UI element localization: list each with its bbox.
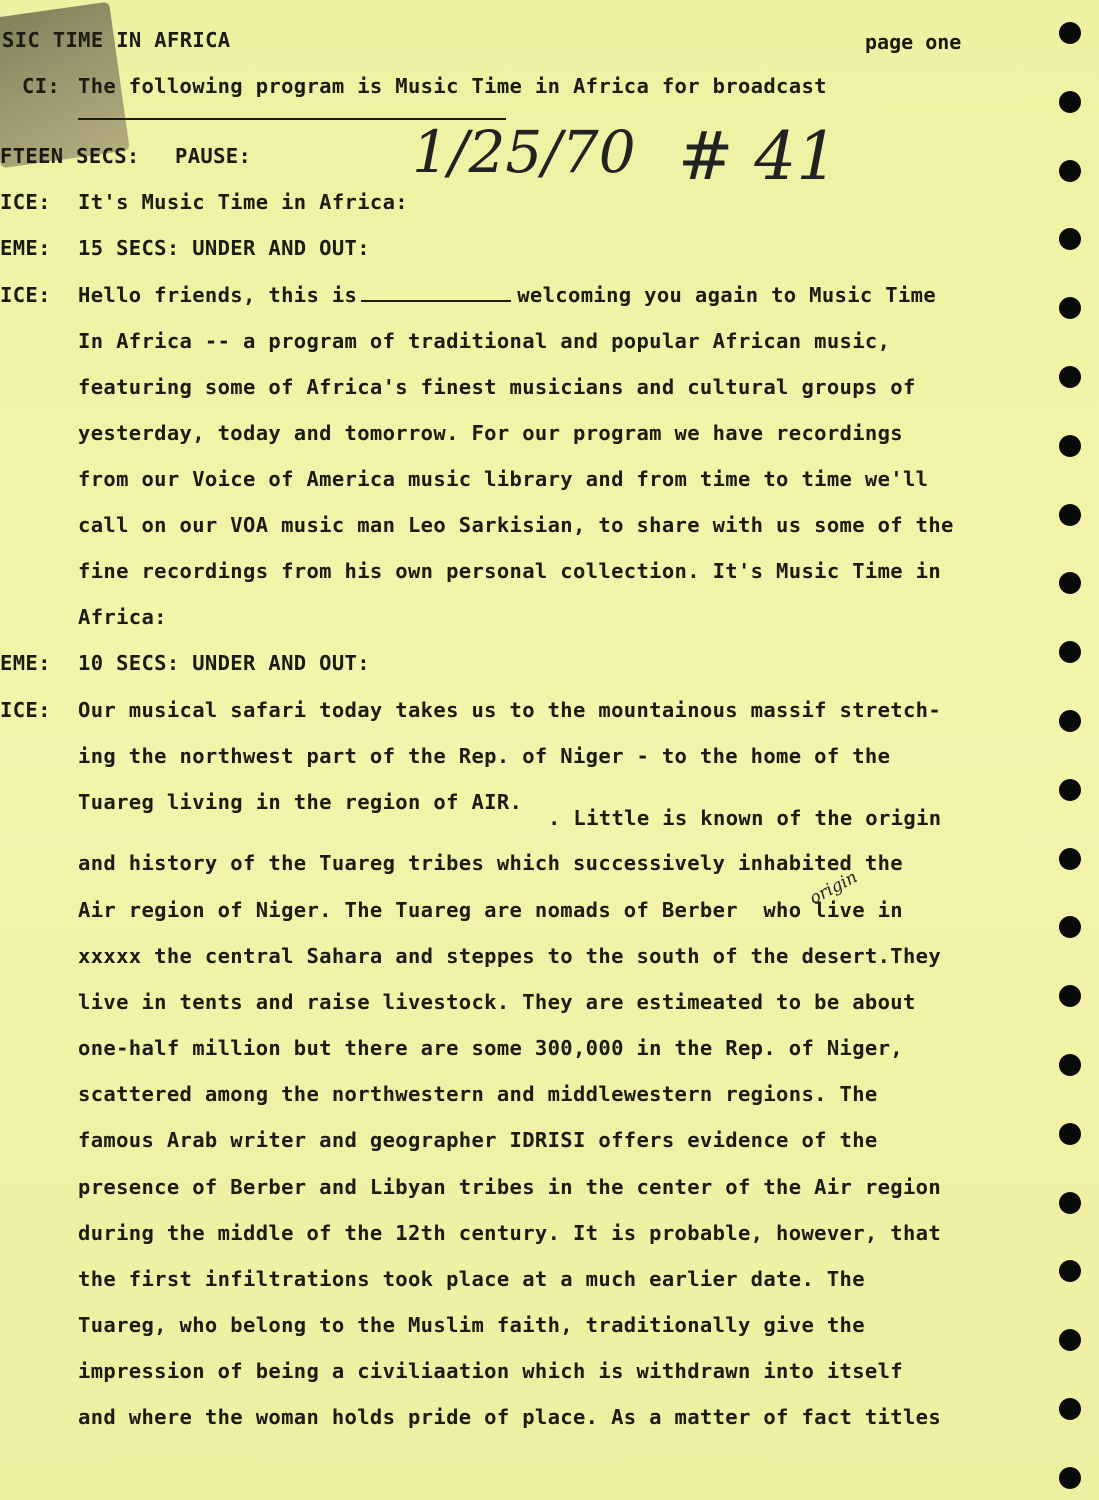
- feed-hole: [1059, 297, 1081, 319]
- script-line: PAUSE:: [175, 144, 252, 168]
- script-line: Africa:: [78, 605, 167, 629]
- cue-label: FTEEN SECS:: [0, 144, 140, 168]
- script-line: presence of Berber and Libyan tribes in the center of the Air region: [78, 1175, 942, 1199]
- cue-label: EME:: [0, 236, 51, 260]
- script-line: live in tents and raise livestock. They are estimeated to be about: [78, 990, 916, 1014]
- script-line: yesterday, today and tomorrow. For our program we have recordings: [78, 421, 903, 445]
- feed-hole: [1059, 228, 1081, 250]
- script-line: 10 SECS: UNDER AND OUT:: [78, 651, 370, 675]
- script-line: impression of being a civiliaation which is withdrawn into itself: [78, 1359, 903, 1383]
- feed-hole: [1059, 985, 1081, 1007]
- script-line: scattered among the northwestern and middlewestern regions. The: [78, 1082, 878, 1106]
- feed-hole: [1059, 779, 1081, 801]
- script-line: Tuareg living in the region of AIR.: [78, 790, 523, 814]
- script-line: one-half million but there are some 300,000 in the Rep. of Niger,: [78, 1036, 903, 1060]
- script-line: [78, 283, 936, 307]
- feed-hole: [1059, 160, 1081, 182]
- feed-hole: [1059, 572, 1081, 594]
- feed-hole: [1059, 1467, 1081, 1489]
- intro-line: The following program is Music Time in Africa for broadcast: [78, 74, 827, 98]
- feed-hole: [1059, 848, 1081, 870]
- feed-hole: [1059, 504, 1081, 526]
- script-line: call on our VOA music man Leo Sarkisian, to share with us some of the: [78, 513, 954, 537]
- script-line: and where the woman holds pride of place. As a matter of fact titles: [78, 1405, 942, 1429]
- feed-hole: [1059, 91, 1081, 113]
- feed-hole: [1059, 435, 1081, 457]
- script-line: Tuareg, who belong to the Muslim faith, traditionally give the: [78, 1313, 865, 1337]
- name-blank: [361, 299, 511, 302]
- cue-label: ICE:: [0, 283, 51, 307]
- feed-hole: [1059, 1123, 1081, 1145]
- script-line: during the middle of the 12th century. It is probable, however, that: [78, 1221, 942, 1245]
- feed-hole: [1059, 366, 1081, 388]
- cue-label: ICE:: [0, 190, 51, 214]
- tractor-feed-holes: [1059, 22, 1087, 1492]
- line-start: Hello friends, this is: [78, 283, 358, 307]
- line-end: welcoming you again to Music Time: [517, 283, 937, 307]
- feed-hole: [1059, 710, 1081, 732]
- script-line: 15 SECS: UNDER AND OUT:: [78, 236, 370, 260]
- cue-label: EME:: [0, 651, 51, 675]
- handwritten-number: # 41: [678, 118, 839, 195]
- script-line: ing the northwest part of the Rep. of Niger - to the home of the: [78, 744, 891, 768]
- feed-hole: [1059, 1329, 1081, 1351]
- script-line: Our musical safari today takes us to the mountainous massif stretch-: [78, 698, 942, 722]
- feed-hole: [1059, 22, 1081, 44]
- page-number: page one: [865, 30, 962, 54]
- script-line: famous Arab writer and geographer IDRISI offers evidence of the: [78, 1128, 878, 1152]
- script-line: from our Voice of America music library and from time to time we'll: [78, 467, 929, 491]
- script-line: the first infiltrations took place at a much earlier date. The: [78, 1267, 865, 1291]
- script-line: and history of the Tuareg tribes which successively inhabited the: [78, 851, 903, 875]
- feed-hole: [1059, 916, 1081, 938]
- script-line: It's Music Time in Africa:: [78, 190, 408, 214]
- script-line: . Little is known of the origin: [548, 806, 942, 830]
- cue-label: CI:: [22, 74, 61, 98]
- handwritten-date: 1/25/70: [412, 118, 636, 186]
- script-line: featuring some of Africa's finest musicians and cultural groups of: [78, 375, 916, 399]
- feed-hole: [1059, 1054, 1081, 1076]
- feed-hole: [1059, 1398, 1081, 1420]
- feed-hole: [1059, 1260, 1081, 1282]
- feed-hole: [1059, 1192, 1081, 1214]
- handwritten-insertion: origin: [806, 867, 861, 909]
- script-line: In Africa -- a program of traditional and popular African music,: [78, 329, 891, 353]
- script-line: fine recordings from his own personal collection. It's Music Time in: [78, 559, 942, 583]
- script-line: Air region of Niger. The Tuareg are nomads of Berber who live in: [78, 898, 903, 922]
- script-line: xxxxx the central Sahara and steppes to the south of the desert.They: [78, 944, 942, 968]
- feed-hole: [1059, 641, 1081, 663]
- cue-label: ICE:: [0, 698, 51, 722]
- header-title: SIC TIME IN AFRICA: [2, 28, 231, 52]
